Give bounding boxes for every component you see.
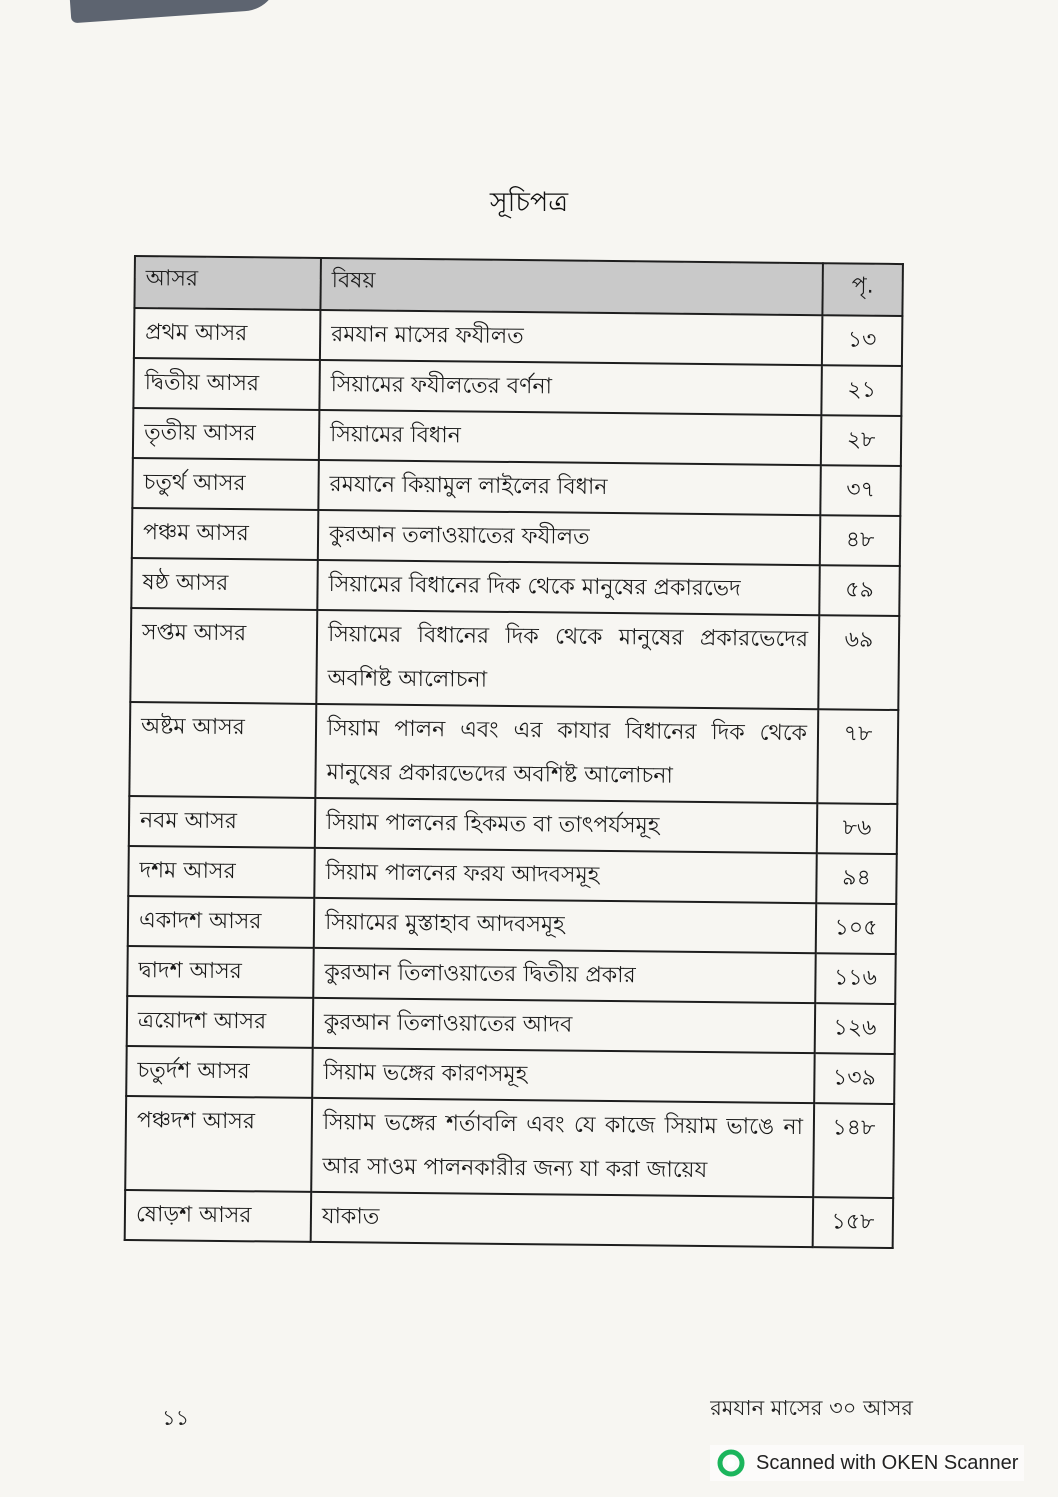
table-row — [129, 702, 898, 804]
row-topic: সিয়াম ভঙ্গের কারণসমূহ — [312, 1048, 814, 1103]
table-row — [133, 358, 901, 416]
row-topic: কুরআন তিলাওয়াতের আদব — [313, 998, 815, 1053]
row-session: সপ্তম আসর — [130, 608, 317, 704]
row-page: ৪৮ — [820, 515, 901, 566]
row-session: একাদশ আসর — [128, 896, 315, 948]
row-page: ১৩ — [822, 315, 903, 366]
table-row — [125, 1096, 894, 1198]
row-page: ২৮ — [821, 415, 902, 466]
table-row — [127, 996, 895, 1054]
row-topic: সিয়ামের মুস্তাহাব আদবসমূহ — [314, 898, 816, 953]
row-session: অষ্টম আসর — [129, 702, 316, 798]
row-page: ১৫৮ — [813, 1197, 894, 1248]
page-edge-shadow — [69, 0, 281, 23]
row-topic: কুরআন তলাওয়াতের ফযীলত — [318, 510, 820, 565]
row-session: দশম আসর — [128, 846, 315, 898]
scanner-watermark — [710, 1445, 1024, 1481]
table-row — [128, 896, 896, 954]
row-page: ১১৬ — [815, 953, 896, 1004]
row-topic: সিয়ামের বিধানের দিক থেকে মানুষের প্রকারভেদ — [317, 560, 819, 615]
header-session: আসর — [134, 256, 321, 310]
row-page: ১৩৯ — [814, 1053, 895, 1104]
page-number: ১১ — [162, 1406, 190, 1430]
row-session: পঞ্চম আসর — [132, 508, 319, 560]
row-page: ২১ — [821, 365, 902, 416]
row-topic: যাকাত — [311, 1192, 813, 1247]
row-topic: রমযানে কিয়ামুল লাইলের বিধান — [318, 460, 820, 515]
row-session: দ্বিতীয় আসর — [133, 358, 320, 410]
contents-table — [124, 255, 904, 1249]
row-topic: সিয়ামের ফযীলতের বর্ণনা — [319, 360, 821, 415]
row-topic: সিয়ামের বিধান — [319, 410, 821, 465]
row-page: ১২৬ — [815, 1003, 896, 1054]
row-page: ৬৯ — [818, 615, 899, 710]
row-topic: সিয়ামের বিধানের দিক থেকে মানুষের প্রকারভেদের অবশিষ্ট আলোচনা — [316, 610, 819, 709]
oken-logo-icon — [716, 1448, 746, 1478]
table-row — [126, 1046, 894, 1104]
header-topic: বিষয় — [320, 258, 823, 315]
row-page: ৭৮ — [817, 709, 898, 804]
row-topic: সিয়াম ভঙ্গের শর্তাবলি এবং যে কাজে সিয়াম ভাঙে না আর সাওম পালনকারীর জন্য যা করা জায়েয — [311, 1098, 814, 1197]
table-header-row — [134, 256, 903, 316]
table-row — [132, 508, 900, 566]
row-session: ষষ্ঠ আসর — [131, 558, 318, 610]
table-row — [129, 796, 897, 854]
table-row — [132, 458, 900, 516]
page-title: সূচিপত্র — [489, 187, 569, 218]
table-row — [134, 308, 902, 366]
row-page: ১০৫ — [816, 903, 897, 954]
table-row — [127, 946, 895, 1004]
row-page: ১৪৮ — [813, 1103, 894, 1198]
table-row — [130, 608, 899, 710]
row-page: ৮৬ — [817, 803, 898, 854]
row-session: ত্রয়োদশ আসর — [127, 996, 314, 1048]
row-session: দ্বাদশ আসর — [127, 946, 314, 998]
row-page: ৫৯ — [819, 565, 900, 616]
row-page: ৯৪ — [816, 853, 897, 904]
row-session: ষোড়শ আসর — [125, 1190, 312, 1242]
row-session: প্রথম আসর — [134, 308, 321, 360]
table-row — [125, 1190, 893, 1248]
table-row — [133, 408, 901, 466]
row-topic: রমযান মাসের ফযীলত — [320, 310, 822, 365]
row-session: নবম আসর — [129, 796, 316, 848]
row-session: পঞ্চদশ আসর — [125, 1096, 312, 1192]
running-footer-book-title: রমযান মাসের ৩০ আসর — [710, 1396, 913, 1420]
watermark-text: Scanned with OKEN Scanner — [756, 1451, 1019, 1474]
row-session: তৃতীয় আসর — [133, 408, 320, 460]
row-page: ৩৭ — [820, 465, 901, 516]
row-topic: সিয়াম পালনের ফরয আদবসমূহ — [314, 848, 816, 903]
header-page: পৃ. — [822, 263, 903, 316]
row-topic: কুরআন তিলাওয়াতের দ্বিতীয় প্রকার — [313, 948, 815, 1003]
row-session: চতুর্দশ আসর — [126, 1046, 313, 1098]
row-session: চতুর্থ আসর — [132, 458, 319, 510]
table-row — [128, 846, 896, 904]
row-topic: সিয়াম পালনের হিকমত বা তাৎপর্যসমূহ — [315, 798, 817, 853]
table-row — [131, 558, 899, 616]
row-topic: সিয়াম পালন এবং এর কাযার বিধানের দিক থেকে মানুষের প্রকারভেদের অবশিষ্ট আলোচনা — [315, 704, 818, 803]
